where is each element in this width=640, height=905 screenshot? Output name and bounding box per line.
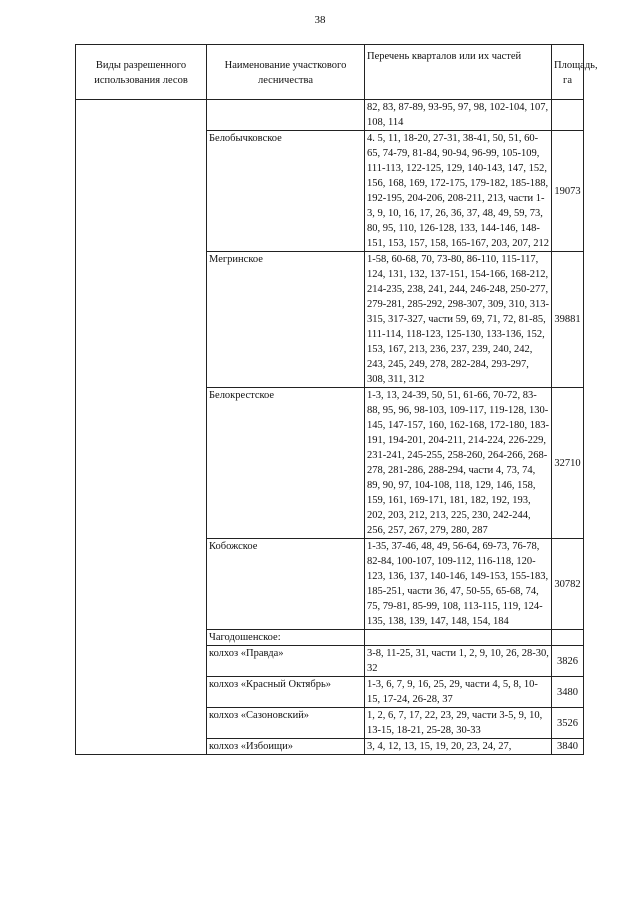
quarters-list: 4. 5, 11, 18-20, 27-31, 38-41, 50, 51, 60-65, 74-79, 81-84, 90-94, 96-99, 105-109, 111-113, 122-125, 129, 140-143, 147, 152, 156, 168, 169, 172-175, 179-182, 185-188, 192-195, 204-206, 208-211, 213, части 1-3, 9, 10, 16, 17, 26, 36, 37, 48, 49, 59, 73, 80, 95, 110, 126-128, 133, 144-146, 148-151, 153, 157, 158, 165-167, 203, 207, 212 xyxy=(365,131,552,252)
table-row xyxy=(76,100,584,131)
forestry-name: Белокрестское xyxy=(207,388,365,539)
area-value: 3840 xyxy=(552,739,584,755)
forestry-name: колхоз «Сазоновский» xyxy=(207,708,365,739)
quarters-list: 1-3, 13, 24-39, 50, 51, 61-66, 70-72, 83-88, 95, 96, 98-103, 109-117, 119-128, 130-145, 147-157, 160, 162-168, 172-180, 183-191, 194-201, 204-211, 214-224, 226-229, 231-241, 245-255, 258-260, 264-266, 268-278, 281-286, 288-294, части 4, 73, 74, 89, 90, 97, 104-108, 118, 129, 146, 158, 159, 161, 169-171, 181, 182, 192, 193, 202, 203, 212, 213, 225, 230, 242-244, 256, 257, 267, 279, 280, 287 xyxy=(365,388,552,539)
forestry-name: Белобычковское xyxy=(207,131,365,252)
area-value: 39881 xyxy=(552,252,584,388)
forestry-name: Чагодошенское: xyxy=(207,630,365,646)
forestry-name: колхоз «Правда» xyxy=(207,646,365,677)
area-value: 3526 xyxy=(552,708,584,739)
header-quarters: Перечень кварталов или их частей xyxy=(365,45,552,100)
header-forestry: Наименование участкового лесничества xyxy=(207,45,365,100)
header-area: Площадь, га xyxy=(552,45,584,100)
quarters-list: 1, 2, 6, 7, 17, 22, 23, 29, части 3-5, 9, 10, 13-15, 18-21, 25-28, 30-33 xyxy=(365,708,552,739)
area-value: 3826 xyxy=(552,646,584,677)
forestry-name xyxy=(207,100,365,131)
quarters-list: 1-58, 60-68, 70, 73-80, 86-110, 115-117, 124, 131, 132, 137-151, 154-166, 168-212, 214-235, 238, 241, 244, 246-248, 250-277, 279-281, 285-292, 298-307, 309, 310, 313-315, 317-327, части 59, 69, 71, 72, 81-85, 111-114, 118-123, 125-130, 133-136, 152, 153, 167, 213, 236, 237, 239, 240, 242, 243, 245, 249, 278, 282-284, 293-297, 308, 311, 312 xyxy=(365,252,552,388)
quarters-list: 3, 4, 12, 13, 15, 19, 20, 23, 24, 27, xyxy=(365,739,552,755)
quarters-list: 1-35, 37-46, 48, 49, 56-64, 69-73, 76-78, 82-84, 100-107, 109-112, 116-118, 120-123, 136, 137, 140-146, 149-153, 155-183, 185-251, части 36, 47, 50-55, 65-68, 74, 75, 79-81, 85-99, 108, 113-115, 119, 124-135, 138, 139, 147, 148, 154, 184 xyxy=(365,539,552,630)
quarters-list: 1-3, 6, 7, 9, 16, 25, 29, части 4, 5, 8, 10-15, 17-24, 26-28, 37 xyxy=(365,677,552,708)
quarters-list xyxy=(365,630,552,646)
table-header-row xyxy=(76,45,584,100)
forest-use-table xyxy=(75,44,598,755)
quarters-list: 82, 83, 87-89, 93-95, 97, 98, 102-104, 107, 108, 114 xyxy=(365,100,552,131)
area-value: 19073 xyxy=(552,131,584,252)
header-use-type: Виды разрешенного использования лесов xyxy=(76,45,207,100)
forestry-name: колхоз «Красный Октябрь» xyxy=(207,677,365,708)
page-number: 38 xyxy=(314,14,326,26)
area-value: 3480 xyxy=(552,677,584,708)
area-value xyxy=(552,630,584,646)
quarters-list: 3-8, 11-25, 31, части 1, 2, 9, 10, 26, 28-30, 32 xyxy=(365,646,552,677)
forestry-name: Мегринское xyxy=(207,252,365,388)
use-type-cell xyxy=(76,100,207,755)
forestry-name: колхоз «Избоищи» xyxy=(207,739,365,755)
area-value: 30782 xyxy=(552,539,584,630)
forestry-name: Кобожское xyxy=(207,539,365,630)
area-value: 32710 xyxy=(552,388,584,539)
area-value xyxy=(552,100,584,131)
